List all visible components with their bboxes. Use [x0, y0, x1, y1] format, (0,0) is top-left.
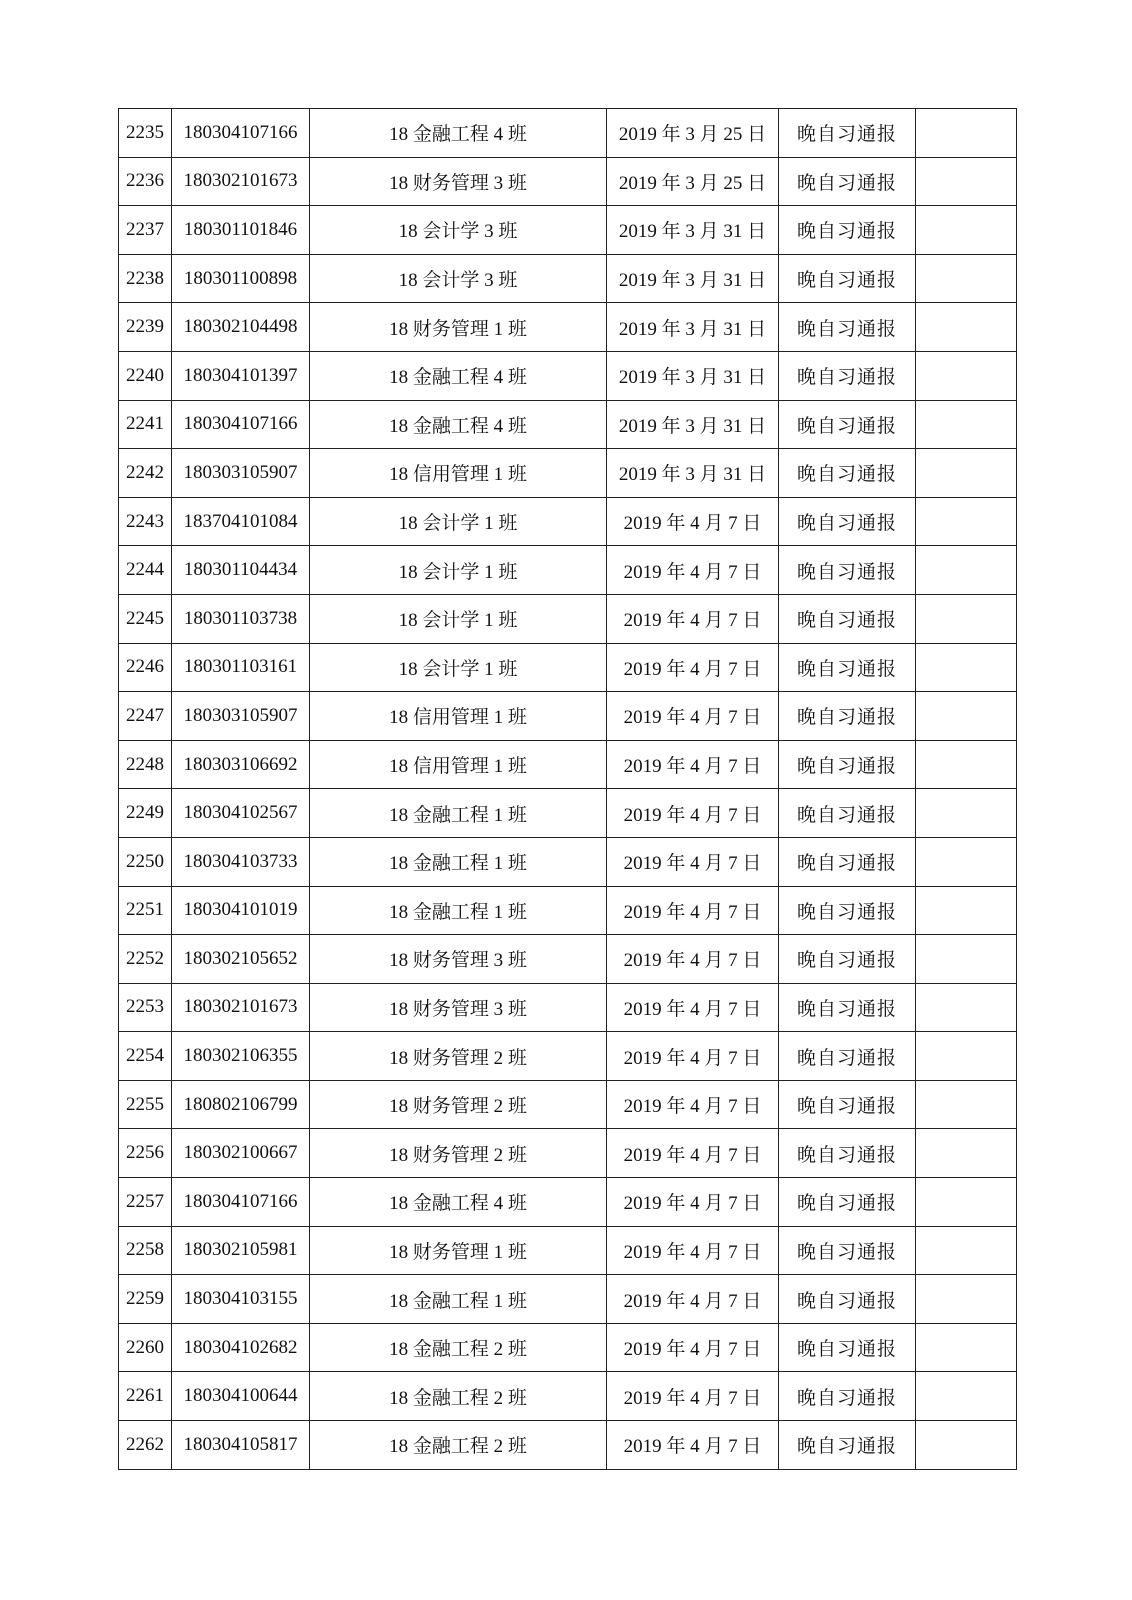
- row-note-cell: [916, 643, 1017, 692]
- row-class-cell: 18 财务管理 1 班: [310, 1226, 607, 1275]
- row-student-id-cell: 180304107166: [172, 1178, 310, 1227]
- table-row: [119, 497, 1017, 546]
- row-note-cell: [916, 497, 1017, 546]
- row-seq-cell: 2260: [119, 1323, 172, 1372]
- row-class-cell: 18 财务管理 3 班: [310, 157, 607, 206]
- row-date-cell: 2019 年 3 月 31 日: [607, 206, 779, 255]
- row-student-id-cell: 180301103738: [172, 594, 310, 643]
- row-type-cell: 晚自习通报: [779, 109, 916, 158]
- row-student-id-cell: 180304103155: [172, 1275, 310, 1324]
- row-seq-cell: 2249: [119, 789, 172, 838]
- row-date-cell: 2019 年 4 月 7 日: [607, 1226, 779, 1275]
- row-date-cell: 2019 年 3 月 31 日: [607, 254, 779, 303]
- table-row: [119, 1323, 1017, 1372]
- row-type-cell: 晚自习通报: [779, 692, 916, 741]
- table-row: [119, 1129, 1017, 1178]
- row-class-cell: 18 会计学 1 班: [310, 546, 607, 595]
- row-seq-cell: 2248: [119, 740, 172, 789]
- row-note-cell: [916, 1129, 1017, 1178]
- row-class-cell: 18 信用管理 1 班: [310, 449, 607, 498]
- table-row: [119, 886, 1017, 935]
- row-seq-cell: 2259: [119, 1275, 172, 1324]
- table-row: [119, 157, 1017, 206]
- row-student-id-cell: 180302101673: [172, 157, 310, 206]
- row-type-cell: 晚自习通报: [779, 157, 916, 206]
- row-note-cell: [916, 1032, 1017, 1081]
- row-date-cell: 2019 年 4 月 7 日: [607, 740, 779, 789]
- row-student-id-cell: 180304100644: [172, 1372, 310, 1421]
- row-student-id-cell: 180302101673: [172, 983, 310, 1032]
- row-date-cell: 2019 年 4 月 7 日: [607, 497, 779, 546]
- row-class-cell: 18 金融工程 2 班: [310, 1372, 607, 1421]
- row-student-id-cell: 180303105907: [172, 449, 310, 498]
- table-row: [119, 109, 1017, 158]
- row-student-id-cell: 180802106799: [172, 1080, 310, 1129]
- row-seq-cell: 2241: [119, 400, 172, 449]
- row-type-cell: 晚自习通报: [779, 643, 916, 692]
- row-student-id-cell: 180302104498: [172, 303, 310, 352]
- row-student-id-cell: 180302100667: [172, 1129, 310, 1178]
- table-row: [119, 983, 1017, 1032]
- row-class-cell: 18 会计学 1 班: [310, 497, 607, 546]
- row-note-cell: [916, 206, 1017, 255]
- table-row: [119, 449, 1017, 498]
- table-row: [119, 837, 1017, 886]
- row-seq-cell: 2240: [119, 351, 172, 400]
- row-type-cell: 晚自习通报: [779, 1226, 916, 1275]
- row-date-cell: 2019 年 4 月 7 日: [607, 837, 779, 886]
- row-seq-cell: 2258: [119, 1226, 172, 1275]
- row-seq-cell: 2237: [119, 206, 172, 255]
- row-note-cell: [916, 400, 1017, 449]
- row-type-cell: 晚自习通报: [779, 351, 916, 400]
- row-class-cell: 18 金融工程 4 班: [310, 400, 607, 449]
- row-class-cell: 18 金融工程 4 班: [310, 109, 607, 158]
- row-note-cell: [916, 837, 1017, 886]
- row-class-cell: 18 金融工程 1 班: [310, 789, 607, 838]
- row-class-cell: 18 金融工程 2 班: [310, 1421, 607, 1470]
- row-class-cell: 18 会计学 3 班: [310, 254, 607, 303]
- row-note-cell: [916, 740, 1017, 789]
- table-row: [119, 1080, 1017, 1129]
- table-row: [119, 1275, 1017, 1324]
- row-class-cell: 18 信用管理 1 班: [310, 740, 607, 789]
- row-note-cell: [916, 303, 1017, 352]
- row-date-cell: 2019 年 3 月 31 日: [607, 400, 779, 449]
- row-seq-cell: 2246: [119, 643, 172, 692]
- row-student-id-cell: 180304103733: [172, 837, 310, 886]
- row-type-cell: 晚自习通报: [779, 935, 916, 984]
- row-note-cell: [916, 983, 1017, 1032]
- row-class-cell: 18 财务管理 2 班: [310, 1032, 607, 1081]
- row-student-id-cell: 180304101397: [172, 351, 310, 400]
- row-student-id-cell: 180302105652: [172, 935, 310, 984]
- row-date-cell: 2019 年 3 月 31 日: [607, 449, 779, 498]
- row-note-cell: [916, 886, 1017, 935]
- row-student-id-cell: 180301100898: [172, 254, 310, 303]
- row-student-id-cell: 180302105981: [172, 1226, 310, 1275]
- row-note-cell: [916, 254, 1017, 303]
- row-note-cell: [916, 1323, 1017, 1372]
- row-note-cell: [916, 594, 1017, 643]
- row-student-id-cell: 180304105817: [172, 1421, 310, 1470]
- row-date-cell: 2019 年 3 月 25 日: [607, 157, 779, 206]
- row-seq-cell: 2236: [119, 157, 172, 206]
- row-date-cell: 2019 年 4 月 7 日: [607, 1032, 779, 1081]
- table-row: [119, 546, 1017, 595]
- row-class-cell: 18 金融工程 1 班: [310, 837, 607, 886]
- row-class-cell: 18 会计学 3 班: [310, 206, 607, 255]
- row-type-cell: 晚自习通报: [779, 449, 916, 498]
- row-type-cell: 晚自习通报: [779, 740, 916, 789]
- row-note-cell: [916, 351, 1017, 400]
- row-student-id-cell: 180304107166: [172, 400, 310, 449]
- row-class-cell: 18 财务管理 1 班: [310, 303, 607, 352]
- row-student-id-cell: 180302106355: [172, 1032, 310, 1081]
- row-date-cell: 2019 年 4 月 7 日: [607, 546, 779, 595]
- row-student-id-cell: 180301101846: [172, 206, 310, 255]
- row-type-cell: 晚自习通报: [779, 1421, 916, 1470]
- row-class-cell: 18 金融工程 4 班: [310, 351, 607, 400]
- notice-table: [118, 108, 1017, 1470]
- row-student-id-cell: 183704101084: [172, 497, 310, 546]
- row-date-cell: 2019 年 4 月 7 日: [607, 935, 779, 984]
- row-type-cell: 晚自习通报: [779, 1275, 916, 1324]
- table-row: [119, 400, 1017, 449]
- row-seq-cell: 2255: [119, 1080, 172, 1129]
- table-row: [119, 643, 1017, 692]
- row-class-cell: 18 财务管理 3 班: [310, 935, 607, 984]
- row-seq-cell: 2251: [119, 886, 172, 935]
- row-type-cell: 晚自习通报: [779, 400, 916, 449]
- row-date-cell: 2019 年 4 月 7 日: [607, 643, 779, 692]
- row-seq-cell: 2257: [119, 1178, 172, 1227]
- row-student-id-cell: 180301104434: [172, 546, 310, 595]
- row-date-cell: 2019 年 4 月 7 日: [607, 789, 779, 838]
- row-type-cell: 晚自习通报: [779, 303, 916, 352]
- row-student-id-cell: 180304107166: [172, 109, 310, 158]
- row-seq-cell: 2242: [119, 449, 172, 498]
- row-seq-cell: 2254: [119, 1032, 172, 1081]
- row-note-cell: [916, 1421, 1017, 1470]
- row-student-id-cell: 180303106692: [172, 740, 310, 789]
- row-seq-cell: 2256: [119, 1129, 172, 1178]
- row-seq-cell: 2238: [119, 254, 172, 303]
- row-class-cell: 18 信用管理 1 班: [310, 692, 607, 741]
- row-note-cell: [916, 1080, 1017, 1129]
- row-note-cell: [916, 109, 1017, 158]
- row-date-cell: 2019 年 4 月 7 日: [607, 1372, 779, 1421]
- row-seq-cell: 2243: [119, 497, 172, 546]
- table-row: [119, 1421, 1017, 1470]
- row-note-cell: [916, 157, 1017, 206]
- row-class-cell: 18 金融工程 1 班: [310, 1275, 607, 1324]
- row-seq-cell: 2262: [119, 1421, 172, 1470]
- row-date-cell: 2019 年 4 月 7 日: [607, 594, 779, 643]
- table-row: [119, 692, 1017, 741]
- row-seq-cell: 2247: [119, 692, 172, 741]
- row-date-cell: 2019 年 4 月 7 日: [607, 1129, 779, 1178]
- row-seq-cell: 2235: [119, 109, 172, 158]
- row-date-cell: 2019 年 4 月 7 日: [607, 1323, 779, 1372]
- row-seq-cell: 2250: [119, 837, 172, 886]
- row-note-cell: [916, 692, 1017, 741]
- row-class-cell: 18 金融工程 4 班: [310, 1178, 607, 1227]
- row-student-id-cell: 180303105907: [172, 692, 310, 741]
- row-type-cell: 晚自习通报: [779, 497, 916, 546]
- row-class-cell: 18 会计学 1 班: [310, 594, 607, 643]
- row-type-cell: 晚自习通报: [779, 886, 916, 935]
- row-type-cell: 晚自习通报: [779, 594, 916, 643]
- row-class-cell: 18 财务管理 3 班: [310, 983, 607, 1032]
- row-student-id-cell: 180301103161: [172, 643, 310, 692]
- row-class-cell: 18 金融工程 2 班: [310, 1323, 607, 1372]
- row-date-cell: 2019 年 4 月 7 日: [607, 692, 779, 741]
- row-seq-cell: 2252: [119, 935, 172, 984]
- row-seq-cell: 2245: [119, 594, 172, 643]
- row-seq-cell: 2253: [119, 983, 172, 1032]
- row-class-cell: 18 财务管理 2 班: [310, 1129, 607, 1178]
- row-date-cell: 2019 年 4 月 7 日: [607, 886, 779, 935]
- row-type-cell: 晚自习通报: [779, 1032, 916, 1081]
- row-class-cell: 18 会计学 1 班: [310, 643, 607, 692]
- table-row: [119, 594, 1017, 643]
- row-note-cell: [916, 935, 1017, 984]
- row-date-cell: 2019 年 4 月 7 日: [607, 1275, 779, 1324]
- row-seq-cell: 2244: [119, 546, 172, 595]
- table-row: [119, 1178, 1017, 1227]
- table-row: [119, 740, 1017, 789]
- table-row: [119, 1226, 1017, 1275]
- table-row: [119, 303, 1017, 352]
- row-note-cell: [916, 1178, 1017, 1227]
- table-row: [119, 1372, 1017, 1421]
- row-note-cell: [916, 1372, 1017, 1421]
- row-type-cell: 晚自习通报: [779, 546, 916, 595]
- row-note-cell: [916, 449, 1017, 498]
- row-date-cell: 2019 年 3 月 31 日: [607, 303, 779, 352]
- row-note-cell: [916, 789, 1017, 838]
- row-type-cell: 晚自习通报: [779, 1372, 916, 1421]
- row-type-cell: 晚自习通报: [779, 1178, 916, 1227]
- row-type-cell: 晚自习通报: [779, 983, 916, 1032]
- row-class-cell: 18 财务管理 2 班: [310, 1080, 607, 1129]
- row-date-cell: 2019 年 4 月 7 日: [607, 983, 779, 1032]
- row-type-cell: 晚自习通报: [779, 1323, 916, 1372]
- row-date-cell: 2019 年 3 月 31 日: [607, 351, 779, 400]
- table-row: [119, 935, 1017, 984]
- table-row: [119, 351, 1017, 400]
- row-type-cell: 晚自习通报: [779, 206, 916, 255]
- table-row: [119, 206, 1017, 255]
- row-date-cell: 2019 年 4 月 7 日: [607, 1080, 779, 1129]
- row-seq-cell: 2239: [119, 303, 172, 352]
- row-type-cell: 晚自习通报: [779, 837, 916, 886]
- row-seq-cell: 2261: [119, 1372, 172, 1421]
- row-type-cell: 晚自习通报: [779, 1129, 916, 1178]
- row-date-cell: 2019 年 4 月 7 日: [607, 1178, 779, 1227]
- row-student-id-cell: 180304102567: [172, 789, 310, 838]
- table-row: [119, 1032, 1017, 1081]
- row-student-id-cell: 180304102682: [172, 1323, 310, 1372]
- table-row: [119, 789, 1017, 838]
- row-type-cell: 晚自习通报: [779, 1080, 916, 1129]
- row-class-cell: 18 金融工程 1 班: [310, 886, 607, 935]
- row-type-cell: 晚自习通报: [779, 254, 916, 303]
- row-note-cell: [916, 1275, 1017, 1324]
- row-student-id-cell: 180304101019: [172, 886, 310, 935]
- row-type-cell: 晚自习通报: [779, 789, 916, 838]
- notice-table-body: [119, 109, 1017, 1470]
- table-row: [119, 254, 1017, 303]
- row-note-cell: [916, 1226, 1017, 1275]
- row-note-cell: [916, 546, 1017, 595]
- row-date-cell: 2019 年 3 月 25 日: [607, 109, 779, 158]
- row-date-cell: 2019 年 4 月 7 日: [607, 1421, 779, 1470]
